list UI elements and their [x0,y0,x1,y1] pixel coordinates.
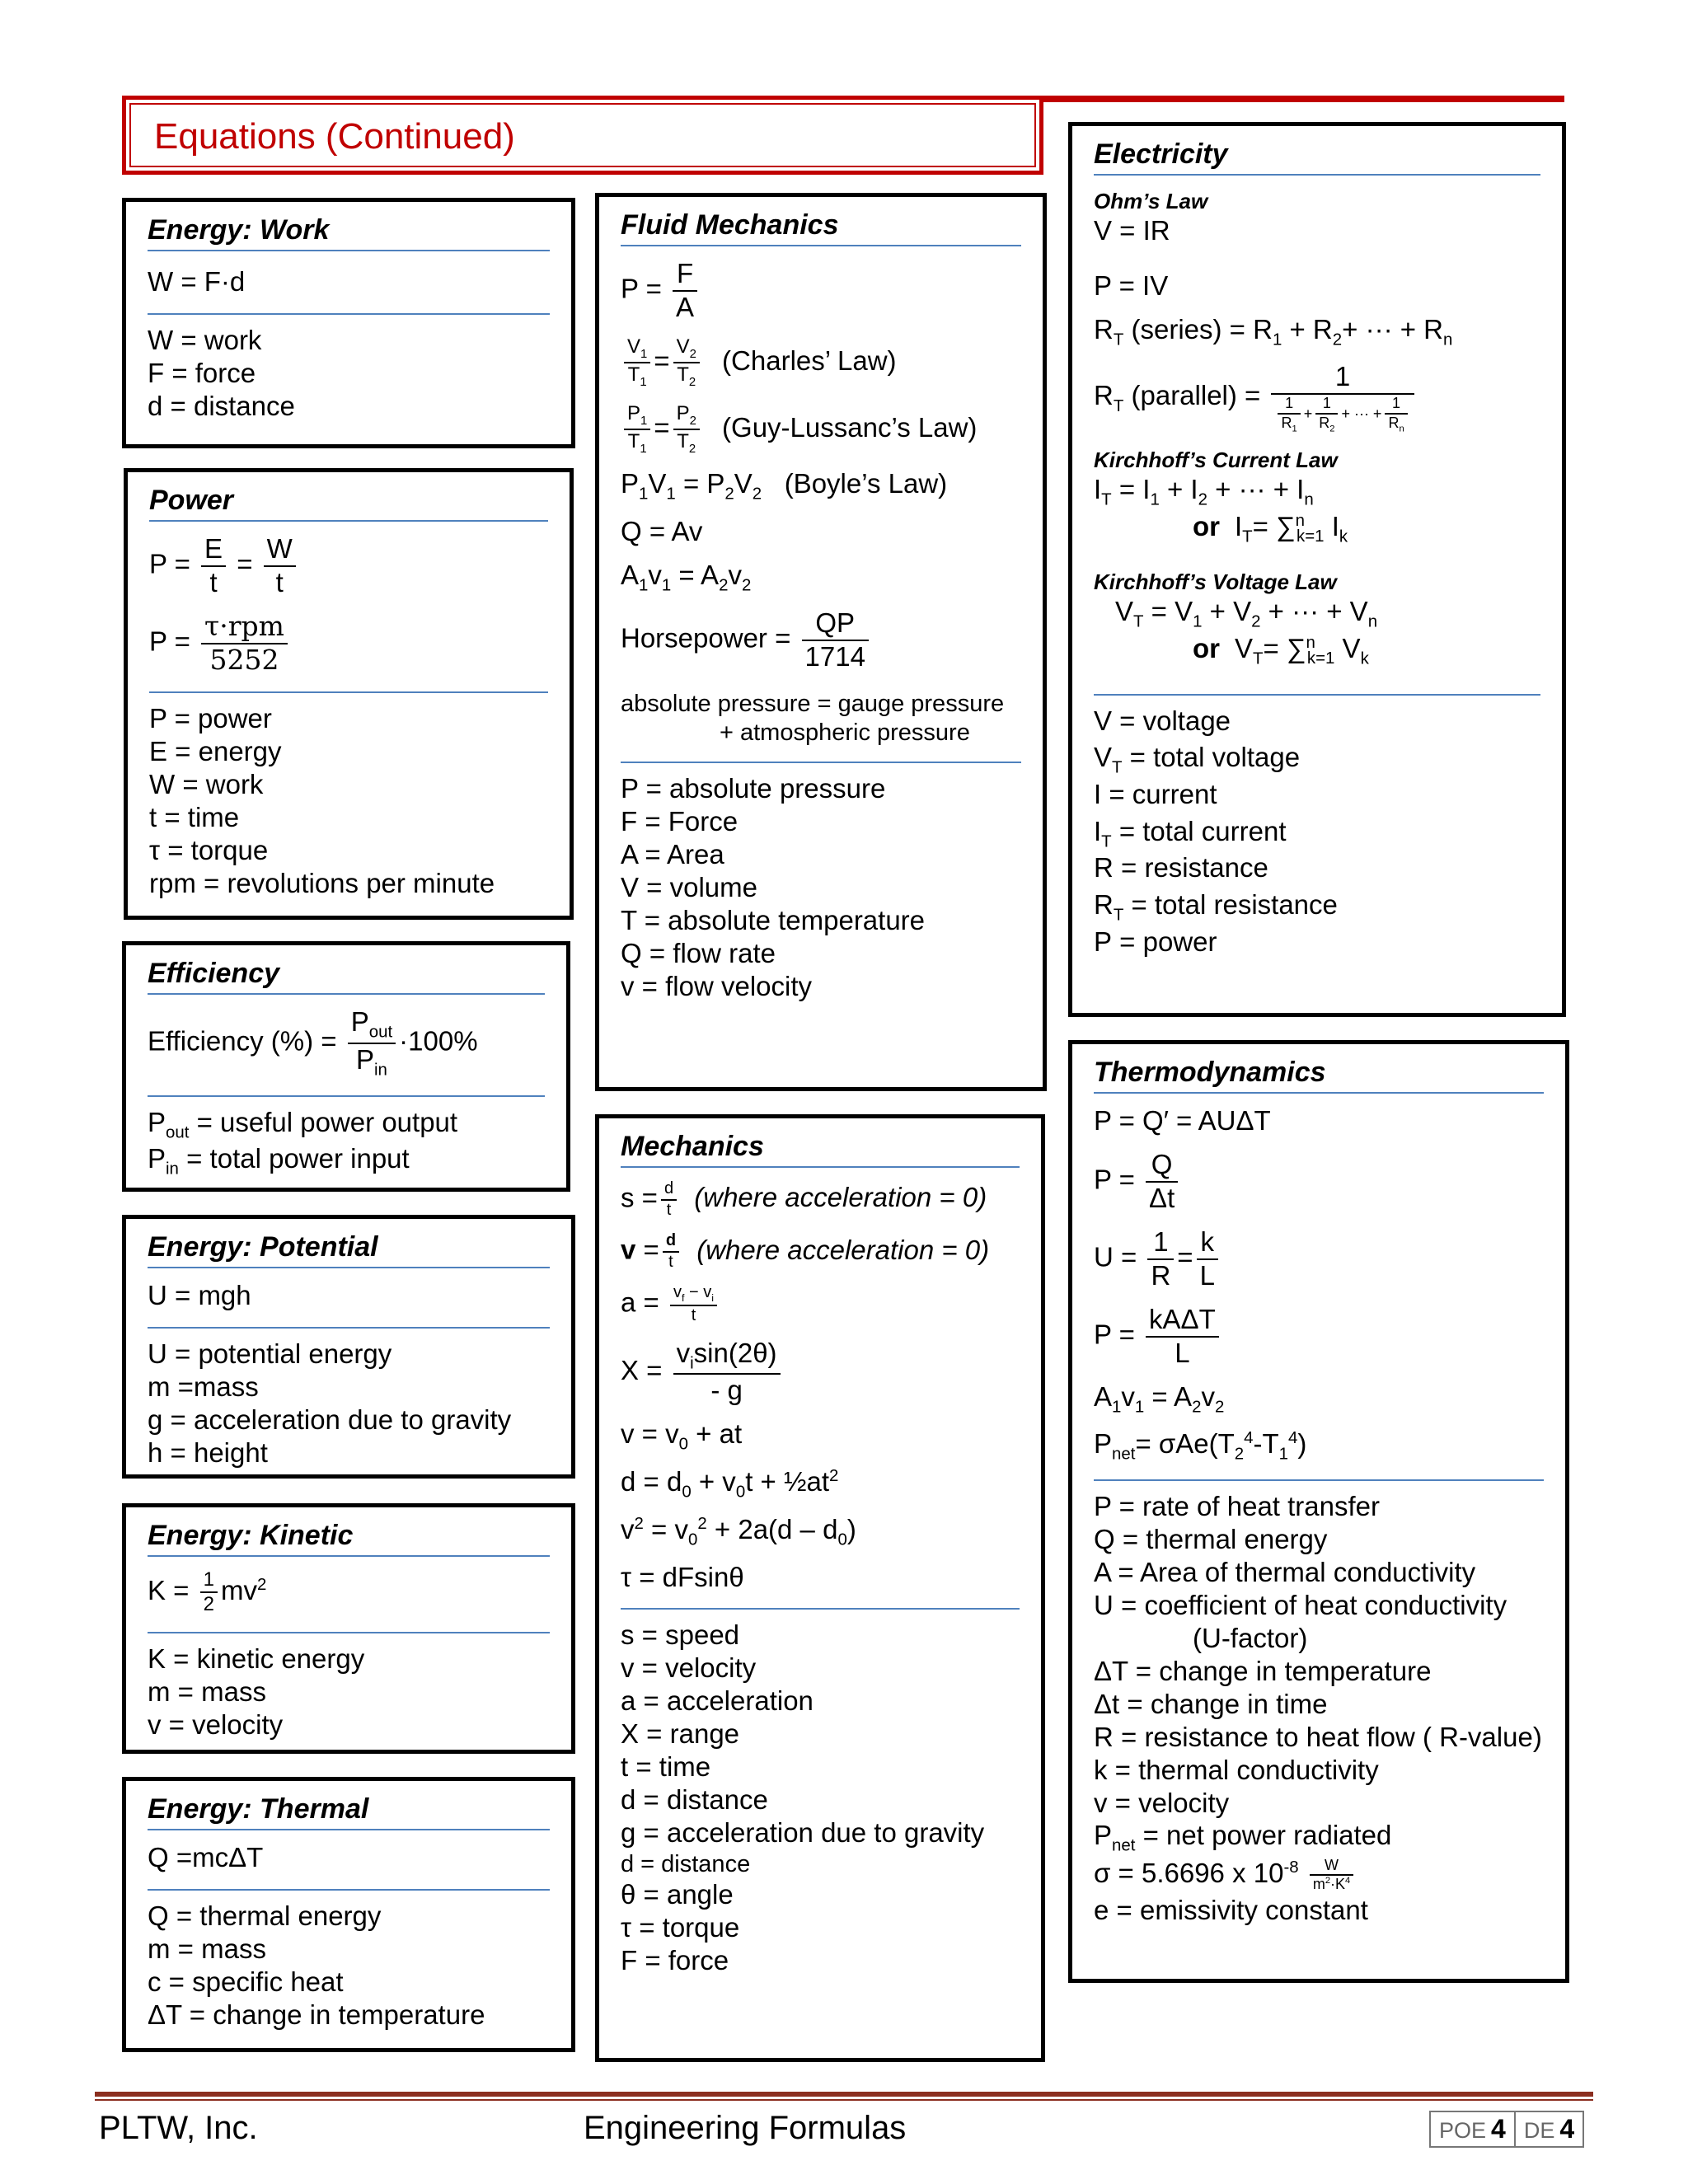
page-title: Equations (Continued) [129,103,1036,167]
kinetic-title: Energy: Kinetic [148,1519,550,1557]
guy-lussac-law: $\frac{P_1}{T_1}$ = $\frac{P_2}{T_2}$ (Guy-Lussanc’s Law) [621,402,1021,457]
definition: V = volume [621,871,757,902]
definition: v = velocity [148,1708,284,1740]
work-equation: W = F·d [148,266,246,298]
velocity-equation: v = $\frac{d}{t}$ (where acceleration = 0) [621,1231,990,1271]
definition: U = coefficient of heat conductivity [1094,1589,1507,1620]
definition: v = velocity [621,1652,757,1684]
series-resistance: $R_T$ (series) = $R_1 + R_2+$ ··· + $R_n$ [1094,313,1453,349]
header-rule [1040,96,1564,102]
displacement-equation: $d = d_0 + v_0t$ + $\frac{1}{2}at^2$ [621,1466,839,1502]
power-equation: P = IV [1094,269,1169,301]
definition: P = power [149,702,272,733]
definition: m = mass [148,1675,266,1707]
definition: d = distance [148,390,295,421]
u-factor-equation: U = $\frac{1}{R}$ = $\frac{k}{L}$ [1094,1226,1544,1292]
definition: F = force [621,1945,729,1976]
absolute-pressure-2: + atmospheric pressure [720,719,970,746]
charles-law: $\frac{V_1}{T_1}$ = $\frac{V_2}{T_2}$ (Charles’ Law) [621,335,1021,391]
fluid-title: Fluid Mechanics [621,209,1021,246]
definition: Δt = change in time [1094,1688,1328,1719]
electricity-box [1068,122,1566,1017]
work-title: Energy: Work [148,213,550,251]
definition: A = Area of thermal conductivity [1094,1556,1476,1587]
page-number-box [1429,2111,1584,2148]
acceleration-equation: a = $\frac{v_f - v_i}{t}$ [621,1283,1020,1325]
velocity-time-equation: $v = v_0$ + at [621,1418,743,1454]
radiation-equation: $P_{net}= \sigma Ae(T_2^4-T_1^4)$ [1094,1428,1307,1464]
footer-rule-thin [95,2099,1593,2101]
definition: a = acceleration [621,1685,814,1717]
definition: θ = angle [621,1879,734,1910]
footer-title: Engineering Formulas [584,2110,907,2146]
flow-rate-equation: Q = Av [621,516,703,547]
definition: t = time [621,1751,711,1783]
definition: s = speed [621,1619,740,1651]
definition: h = height [148,1436,268,1468]
definition: (U-factor) [1193,1622,1308,1653]
thermodynamics-box [1068,1040,1569,1983]
definition: U = potential energy [148,1338,392,1370]
kcl-sum: or $I_T= \sum^n_{k=1}$ $I_k$ [1193,510,1348,546]
definition: $P_{net}$ = net power radiated [1094,1820,1392,1856]
definition: m =mass [148,1371,259,1402]
definition: c = specific heat [148,1966,344,1997]
definition: F = Force [621,805,738,837]
heat-rate-equation: P = $\frac{Q}{\Delta t}$ [1094,1149,1544,1215]
definition: W = work [149,768,264,799]
kcl-title: Kirchhoff’s Current Law [1094,448,1338,473]
definition: Q = thermal energy [148,1900,382,1932]
definition: R = resistance to heat flow ( R-value) [1094,1721,1542,1752]
definition: $P_{out}$ = useful power output [148,1106,458,1142]
definition: m = mass [148,1933,266,1964]
definition: K = kinetic energy [148,1643,365,1674]
power-equation-2: P = $\frac{\text{τ·rpm}}{5252}$ [149,611,548,677]
footer-rule [95,2092,1593,2097]
kcl-equation: $I_T = I_1 + I_2$ + ··· + $I_n$ [1094,473,1314,509]
definition: P = power [1094,926,1217,957]
electricity-title: Electricity [1094,138,1540,176]
definition: F = force [148,357,256,388]
definition: t = time [149,801,240,832]
poe-page: POE 4 [1439,2114,1506,2144]
definition: I = current [1094,778,1217,809]
parallel-resistance: $R_T$ (parallel) = 1 $\frac{1}{R_1}$ + $\frac{1}{R_2}$ + ··· + $\frac{1}{R_n}$ [1094,361,1540,434]
ohm-law-title: Ohm’s Law [1094,189,1208,214]
thermal-box [122,1777,575,2052]
definition: $P_{in}$ = total power input [148,1143,410,1179]
continuity-equation: $A_1v_1 = A_2v_2$ [1094,1380,1225,1417]
definition: Q = flow rate [621,937,776,968]
mechanics-box [595,1114,1045,2062]
definition: ΔT = change in temperature [148,1999,485,2030]
de-page: DE 4 [1514,2112,1582,2146]
conduction-equation: P = $\frac{\text{kAΔT}}{L}$ [1094,1304,1544,1370]
definition: d = distance [621,1784,768,1816]
definition: rpm = revolutions per minute [149,867,495,898]
definition: v = velocity [1094,1787,1230,1818]
power-equation-1: P = $\frac{E}{t}$ = $\frac{W}{t}$ [149,533,548,599]
definition: g = acceleration due to gravity [148,1404,512,1435]
definition: v = flow velocity [621,970,812,1001]
stefan-boltzmann-constant: σ = 5.6696 x $10^{-8}$ $\frac{W}{m^2\cdot K^4}$ [1094,1857,1544,1893]
efficiency-box [122,941,570,1192]
definition: e = emissivity constant [1094,1894,1368,1925]
thermodynamics-title: Thermodynamics [1094,1056,1544,1094]
continuity-equation: $A_1v_1 = A_2v_2$ [621,560,752,595]
efficiency-title: Efficiency [148,957,545,995]
definition: P = absolute pressure [621,773,886,804]
definition: R = resistance [1094,852,1268,883]
definition: g = acceleration due to gravity [621,1817,985,1849]
fluid-box [595,193,1047,1091]
range-equation: X = $\frac{v_i\sin(2\theta)}{- g}$ [621,1338,1020,1408]
definition: A = Area [621,838,724,869]
kvl-sum: or $V_T= \sum^n_{k=1}$ $V_k$ [1193,632,1369,668]
thermal-title: Energy: Thermal [148,1793,550,1830]
definition: τ = torque [149,834,269,865]
kinetic-equation: K = $\frac{1}{2}$ $mv^2$ [148,1568,267,1616]
definition: τ = torque [621,1912,740,1943]
definition: X = range [621,1718,740,1750]
work-box [122,198,575,448]
definition: k = thermal conductivity [1094,1754,1379,1785]
efficiency-equation: Efficiency (%) = $\frac{P_{out}}{P_{in}}$ ·100% [148,1006,478,1080]
mechanics-title: Mechanics [621,1130,1020,1168]
definition: ΔT = change in temperature [1094,1655,1432,1686]
definition: Q = thermal energy [1094,1524,1328,1555]
definition: $I_T$ = total current [1094,815,1287,851]
pressure-equation: P = $\frac{F}{A}$ [621,258,1021,324]
power-box [124,468,574,920]
definition: d = distance [621,1851,751,1878]
definition: E = energy [149,735,282,766]
potential-box [122,1215,575,1479]
kinetic-box [122,1503,575,1754]
thermal-equation: Q =mcΔT [148,1842,264,1873]
definition: P = rate of heat transfer [1094,1491,1381,1522]
absolute-pressure-1: absolute pressure = gauge pressure [621,690,1005,717]
definition: $V_T$ = total voltage [1094,742,1301,777]
speed-equation: s = $\frac{d}{t}$ (where acceleration = 0) [621,1179,987,1219]
footer-company: PLTW, Inc. [99,2110,258,2146]
potential-title: Energy: Potential [148,1230,550,1268]
kvl-title: Kirchhoff’s Voltage Law [1094,569,1337,595]
potential-equation: U = mgh [148,1280,251,1311]
power-title: Power [149,484,548,522]
heat-transfer-equation: P = Q′ = AUΔT [1094,1105,1271,1137]
title-box [122,96,1043,175]
definition: V = voltage [1094,705,1231,736]
kvl-equation: $V_T = V_1 + V_2$ + ··· + $V_n$ [1115,596,1378,631]
definition: $R_T$ = total resistance [1094,889,1338,925]
boyle-law: $P_1V_1 = P_2V_2$ (Boyle’s Law) [621,468,948,504]
torque-equation: τ = dFsinθ [621,1561,744,1592]
horsepower-equation: Horsepower = $\frac{QP}{1714}$ [621,607,1021,673]
velocity-squared-equation: $v^2 = v_0^2 + 2a(d - d_0)$ [621,1513,856,1549]
ohm-law: V = IR [1094,214,1170,246]
definition: W = work [148,325,262,356]
definition: T = absolute temperature [621,904,926,935]
